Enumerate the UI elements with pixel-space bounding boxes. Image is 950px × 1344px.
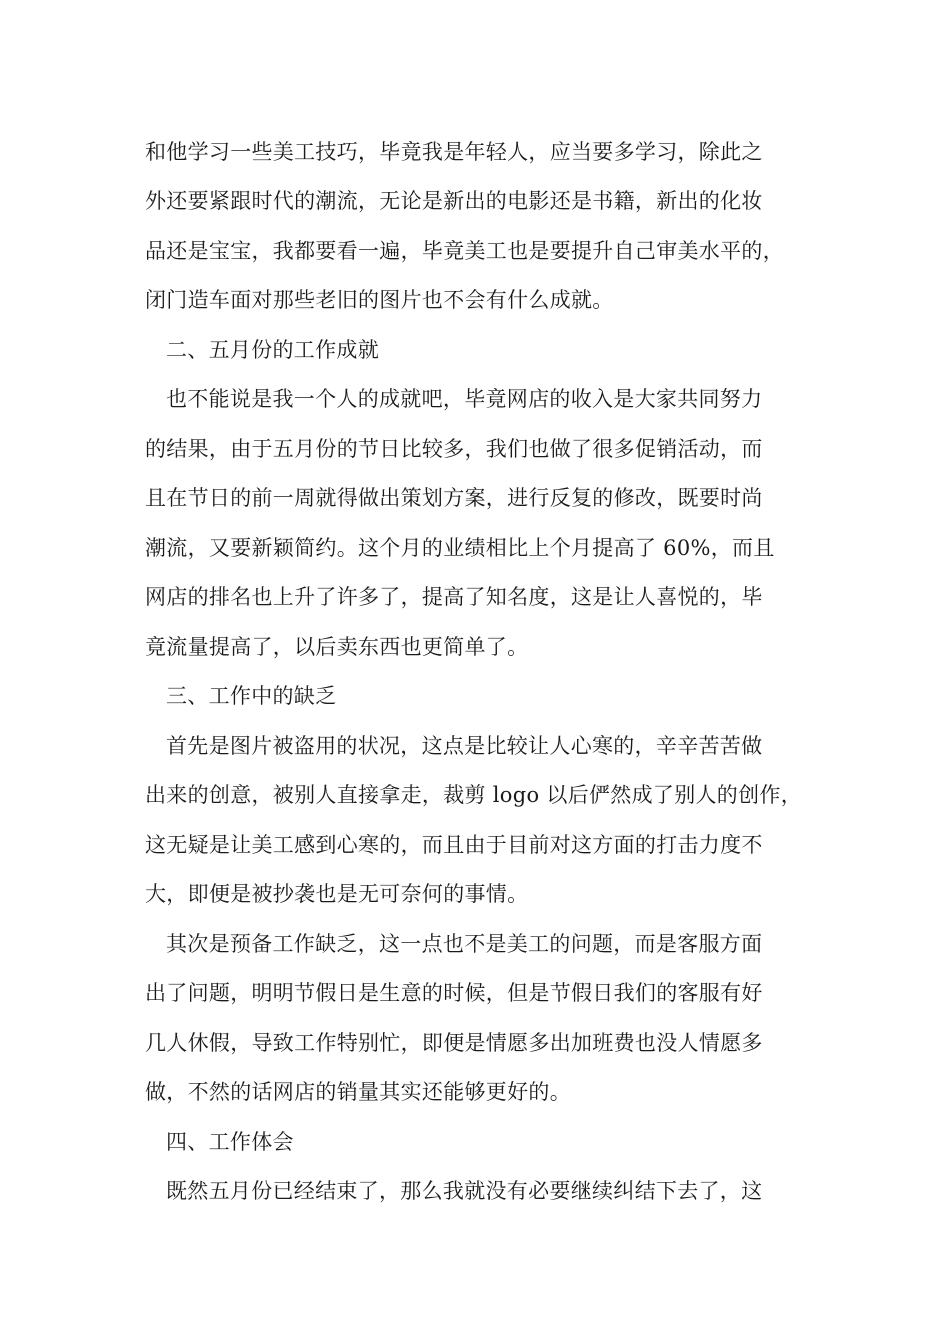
section-heading: 三、工作中的缺乏 [166,684,337,708]
paragraph-line: 潮流，又要新颖简约。这个月的业绩相比上个月提高了 60%，而且 [145,536,775,560]
paragraph-line: 闭门造车面对那些老旧的图片也不会有什么成就。 [145,288,614,312]
paragraph-line: 几人休假，导致工作特别忙，即便是情愿多出加班费也没人情愿多 [145,1031,763,1055]
paragraph-line: 外还要紧跟时代的潮流，无论是新出的电影还是书籍，新出的化妆 [145,189,763,213]
paragraph-line: 和他学习一些美工技巧，毕竟我是年轻人，应当要多学习，除此之 [145,140,763,164]
paragraph-line: 且在节日的前一周就得做出策划方案，进行反复的修改，既要时尚 [145,486,763,510]
paragraph-line: 竟流量提高了，以后卖东西也更简单了。 [145,635,529,659]
paragraph-line: 也不能说是我一个人的成就吧，毕竟网店的收入是大家共同努力 [166,387,763,411]
paragraph-line: 出来的创意，被别人直接拿走，裁剪 logo 以后俨然成了别人的创作， [145,783,802,807]
section-heading: 四、工作体会 [166,1130,294,1154]
paragraph-line: 这无疑是让美工感到心寒的，而且由于目前对这方面的打击力度不 [145,833,763,857]
paragraph-line: 品还是宝宝，我都要看一遍，毕竟美工也是要提升自己审美水平的， [145,239,784,263]
paragraph-line: 网店的排名也上升了许多了，提高了知名度，这是让人喜悦的，毕 [145,585,763,609]
paragraph-line: 做，不然的话网店的销量其实还能够更好的。 [145,1080,571,1104]
paragraph-line: 既然五月份已经结束了，那么我就没有必要继续纠结下去了，这 [166,1179,763,1203]
paragraph-line: 出了问题，明明节假日是生意的时候，但是节假日我们的客服有好 [145,981,763,1005]
paragraph-line: 首先是图片被盗用的状况，这点是比较让人心寒的，辛辛苦苦做 [166,734,763,758]
paragraph-line: 大，即便是被抄袭也是无可奈何的事情。 [145,882,529,906]
section-heading: 二、五月份的工作成就 [166,338,379,362]
paragraph-line: 的结果，由于五月份的节日比较多，我们也做了很多促销活动，而 [145,437,763,461]
paragraph-line: 其次是预备工作缺乏，这一点也不是美工的问题，而是客服方面 [166,932,763,956]
